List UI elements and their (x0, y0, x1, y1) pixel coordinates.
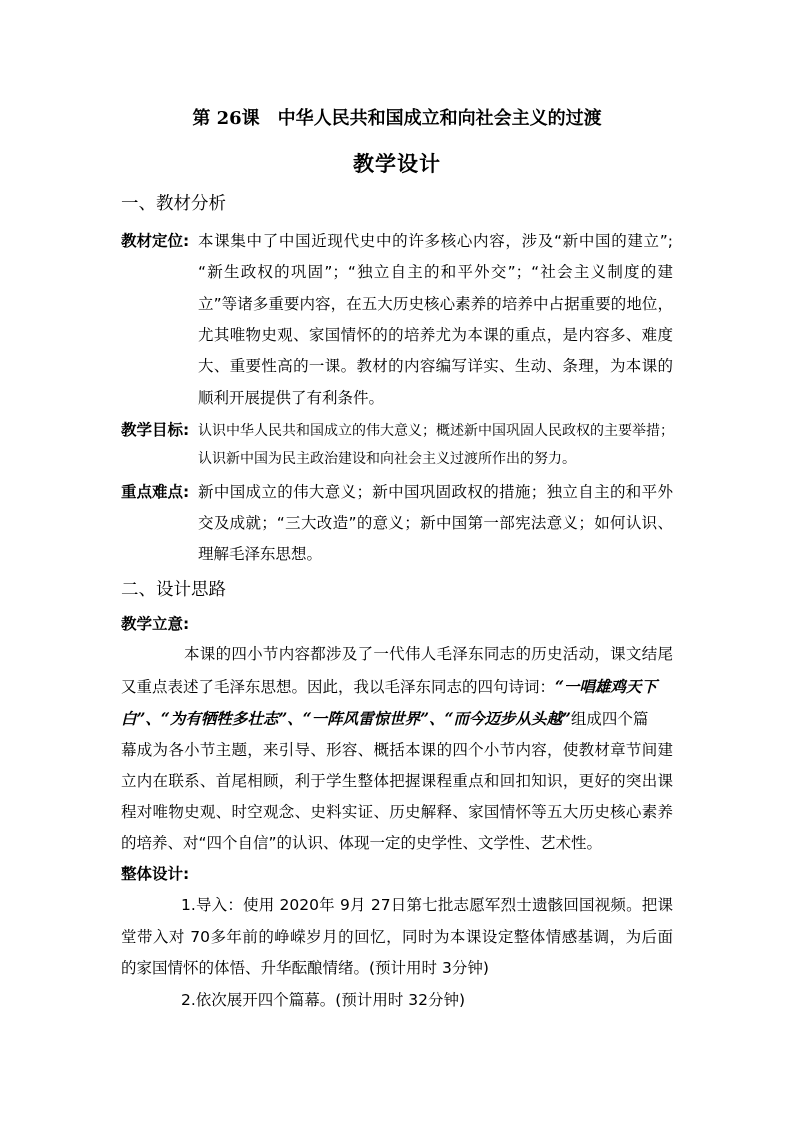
intent-line: 本课的四小节内容都涉及了一代伟人毛泽东同志的历史活动，课文结尾 (184, 645, 673, 663)
label-textbook-positioning: 教材定位: (121, 232, 190, 250)
intent-line: 幕成为各小节主题，来引导、形容、概括本课的四个小节内容，使教材章节间建 (121, 741, 673, 759)
intent-line: 的培养、对“四个自信”的认识、体现一定的史学性、文学性、艺术性。 (121, 834, 603, 852)
overall-line: 2.依次展开四个篇幕。(预计用时 32分钟) (181, 991, 466, 1009)
section-heading-design-ideas: 二、设计思路 (121, 580, 226, 600)
poem-quote: “一唱雄鸡天下 (555, 677, 657, 696)
intent-line: 立内在联系、首尾相顾，利于学生整体把握课程重点和回扣知识，更好的突出课 (121, 772, 673, 790)
overall-line: 1.导入：使用 2020年 9月 27日第七批志愿军烈士遗骸回国视频。把课 (181, 896, 673, 914)
overall-line: 的家国情怀的体悟、升华酝酿情绪。(预计用时 3分钟) (121, 959, 489, 977)
overall-line: 堂带入对 70多年前的峥嵘岁月的回忆，同时为本课设定整体情感基调，为后面 (121, 928, 673, 946)
key-points-line: 交及成就；“三大改造”的意义；新中国第一部宪法意义；如何认识、 (198, 514, 673, 532)
intent-line: 程对唯物史观、时空观念、史料实证、历史解释、家国情怀等五大历史核心素养 (121, 803, 673, 821)
poem-quotes: 白”、“为有牺牲多壮志”、“一阵风雷惊世界”、“而今迈步从头越” (121, 709, 571, 728)
key-points-line: 新中国成立的伟大意义；新中国巩固政权的措施；独立自主的和平外 (198, 483, 673, 501)
goals-line: 认识新中国为民主政治建设和向社会主义过渡所作出的努力。 (198, 451, 576, 467)
intent-text: 又重点表述了毛泽东思想。因此，我以毛泽东同志的四句诗词： (121, 678, 556, 696)
lesson-title: 第 26课 中华人民共和国成立和向社会主义的过渡 (192, 108, 602, 129)
document-subtitle: 教学设计 (353, 151, 441, 176)
intent-text: 组成四个篇 (570, 710, 649, 728)
positioning-line: 顺利开展提供了有利条件。 (198, 389, 385, 407)
positioning-line: 大、重要性高的一课。教材的内容编写详实、生动、条理，为本课的 (198, 357, 673, 375)
positioning-line: 立”等诸多重要内容，在五大历史核心素养的培养中占据重要的地位， (198, 295, 673, 313)
intent-line (121, 675, 657, 697)
label-teaching-goals: 教学目标: (121, 421, 190, 439)
key-points-line: 理解毛泽东思想。 (198, 545, 323, 563)
positioning-line: 本课集中了中国近现代史中的许多核心内容，涉及“新中国的建立”; (198, 232, 673, 250)
intent-line (121, 707, 648, 729)
positioning-line: “新生政权的巩固”；“独立自主的和平外交”；“社会主义制度的建 (198, 263, 673, 281)
section-heading-textbook-analysis: 一、教材分析 (121, 194, 226, 214)
positioning-line: 尤其唯物史观、家国情怀的的培养尤为本课的重点，是内容多、难度 (198, 326, 673, 344)
goals-line: 认识中华人民共和国成立的伟大意义；概述新中国巩固人民政权的主要举措； (198, 423, 674, 439)
label-teaching-intent: 教学立意: (121, 615, 190, 633)
label-overall-design: 整体设计: (121, 865, 190, 883)
label-key-points: 重点难点: (121, 483, 190, 501)
